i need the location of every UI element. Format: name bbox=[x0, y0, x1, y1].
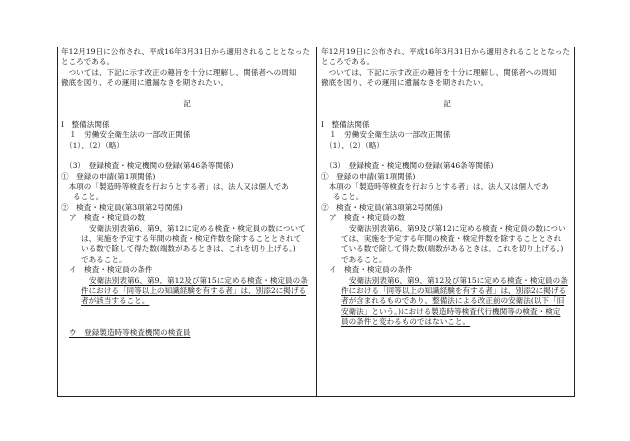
section-heading: Ⅰ 整備法関係 bbox=[61, 119, 110, 129]
underlined-line: 件における「同等以上の知識経験を有する者」は、別添2に掲げる bbox=[81, 285, 307, 295]
section-heading: Ⅰ 整備法関係 bbox=[321, 119, 370, 129]
subpoint-heading: イ 検査・検定員の条件 bbox=[69, 265, 153, 275]
item-heading: （3） 登録検査・検定機関の登録(第46条等関係) bbox=[325, 161, 494, 171]
body-line: であること。 bbox=[81, 254, 127, 264]
underlined-line: 件における「同等以上の知識経験を有する者」は、別添2に掲げる bbox=[341, 285, 567, 295]
intro-line: ついては、下記に示す改正の趣旨を十分に理解し、関係者への周知 bbox=[321, 67, 557, 77]
body-line: 本項の「製造時等検査を行おうとする者」は、法人又は個人であ bbox=[321, 182, 549, 192]
underlined-line: 安衛法」という。)における製造時等検査代行機関等の検査・検定 bbox=[341, 306, 561, 316]
omitted-items: （1）、（2）（略） bbox=[65, 140, 125, 150]
body-line: ること。 bbox=[333, 192, 364, 202]
intro-line: ところである。 bbox=[61, 57, 115, 67]
intro-line: 年12月19日に公布され、平成16年3月31日から適用されることとなった bbox=[321, 47, 570, 56]
right-column bbox=[321, 47, 573, 328]
ki-heading: 記 bbox=[183, 98, 191, 108]
underlined-subpoint-heading: ウ 登録製造時等検査機関の検査員 bbox=[69, 327, 191, 337]
body-line: は、実施を予定する年間の検査・検定件数を除することとされて bbox=[81, 234, 302, 244]
subpoint-heading: ア 検査・検定員の数 bbox=[69, 213, 145, 223]
column-divider bbox=[316, 47, 317, 396]
underlined-line: 安衛法別表第6、第9、第12及び第15に定める検査・検定員の条 bbox=[89, 275, 308, 285]
point-heading: ① 登録の申請(第1項関係) bbox=[321, 171, 416, 181]
intro-line: 徹底を図り、その運用に遺漏なきを期されたい。 bbox=[61, 78, 229, 88]
subsection-heading: １ 労働安全衛生法の一部改正関係 bbox=[329, 130, 451, 140]
body-line: いる数で除して得た数(端数があるときは、これを切り上げる。) bbox=[81, 244, 296, 254]
body-line: ては、実施を予定する年間の検査・検定件数を除することとされ bbox=[341, 234, 562, 244]
body-line: 安衛法別表第6、第9及び第12に定める検査・検定員の数につい bbox=[349, 223, 566, 233]
point-heading: ② 検査・検定員(第3項第2号関係) bbox=[61, 202, 183, 212]
body-line: であること。 bbox=[341, 254, 387, 264]
underlined-line: 者が含まれるものであり、整備法による改正前の安衛法(以下「旧 bbox=[341, 296, 565, 306]
intro-line: 徹底を図り、その運用に遺漏なきを期されたい。 bbox=[321, 78, 489, 88]
point-heading: ② 検査・検定員(第3項第2号関係) bbox=[321, 202, 443, 212]
left-column bbox=[61, 47, 313, 338]
omitted-items: （1）、（2）（略） bbox=[325, 140, 385, 150]
subsection-heading: １ 労働安全衛生法の一部改正関係 bbox=[69, 130, 191, 140]
body-line: 安衛法別表第6、第9、第12に定める検査・検定員の数について bbox=[89, 223, 306, 233]
subpoint-heading: イ 検査・検定員の条件 bbox=[329, 265, 413, 275]
body-line: ること。 bbox=[73, 192, 104, 202]
item-heading: （3） 登録検査・検定機関の登録(第46条等関係) bbox=[65, 161, 234, 171]
underlined-line: 者が該当すること。 bbox=[81, 296, 150, 306]
underlined-line: 安衛法別表第6、第9、第12及び第15に定める検査・検定員の条 bbox=[349, 275, 568, 285]
point-heading: ① 登録の申請(第1項関係) bbox=[61, 171, 156, 181]
intro-line: ところである。 bbox=[321, 57, 375, 67]
body-line: ている数で除して得た数(端数があるときは、これを切り上げる。) bbox=[341, 244, 564, 254]
ki-heading: 記 bbox=[443, 98, 451, 108]
intro-line: 年12月19日に公布され、平成16年3月31日から適用されることとなった bbox=[61, 47, 310, 56]
body-line: 本項の「製造時等検査を行おうとする者」は、法人又は個人であ bbox=[61, 182, 289, 192]
underlined-line: 員の条件と変わるものではないこと。 bbox=[341, 317, 471, 327]
subpoint-heading: ア 検査・検定員の数 bbox=[329, 213, 405, 223]
comparison-table bbox=[57, 47, 575, 397]
intro-line: ついては、下記に示す改正の趣旨を十分に理解し、関係者への周知 bbox=[61, 67, 297, 77]
